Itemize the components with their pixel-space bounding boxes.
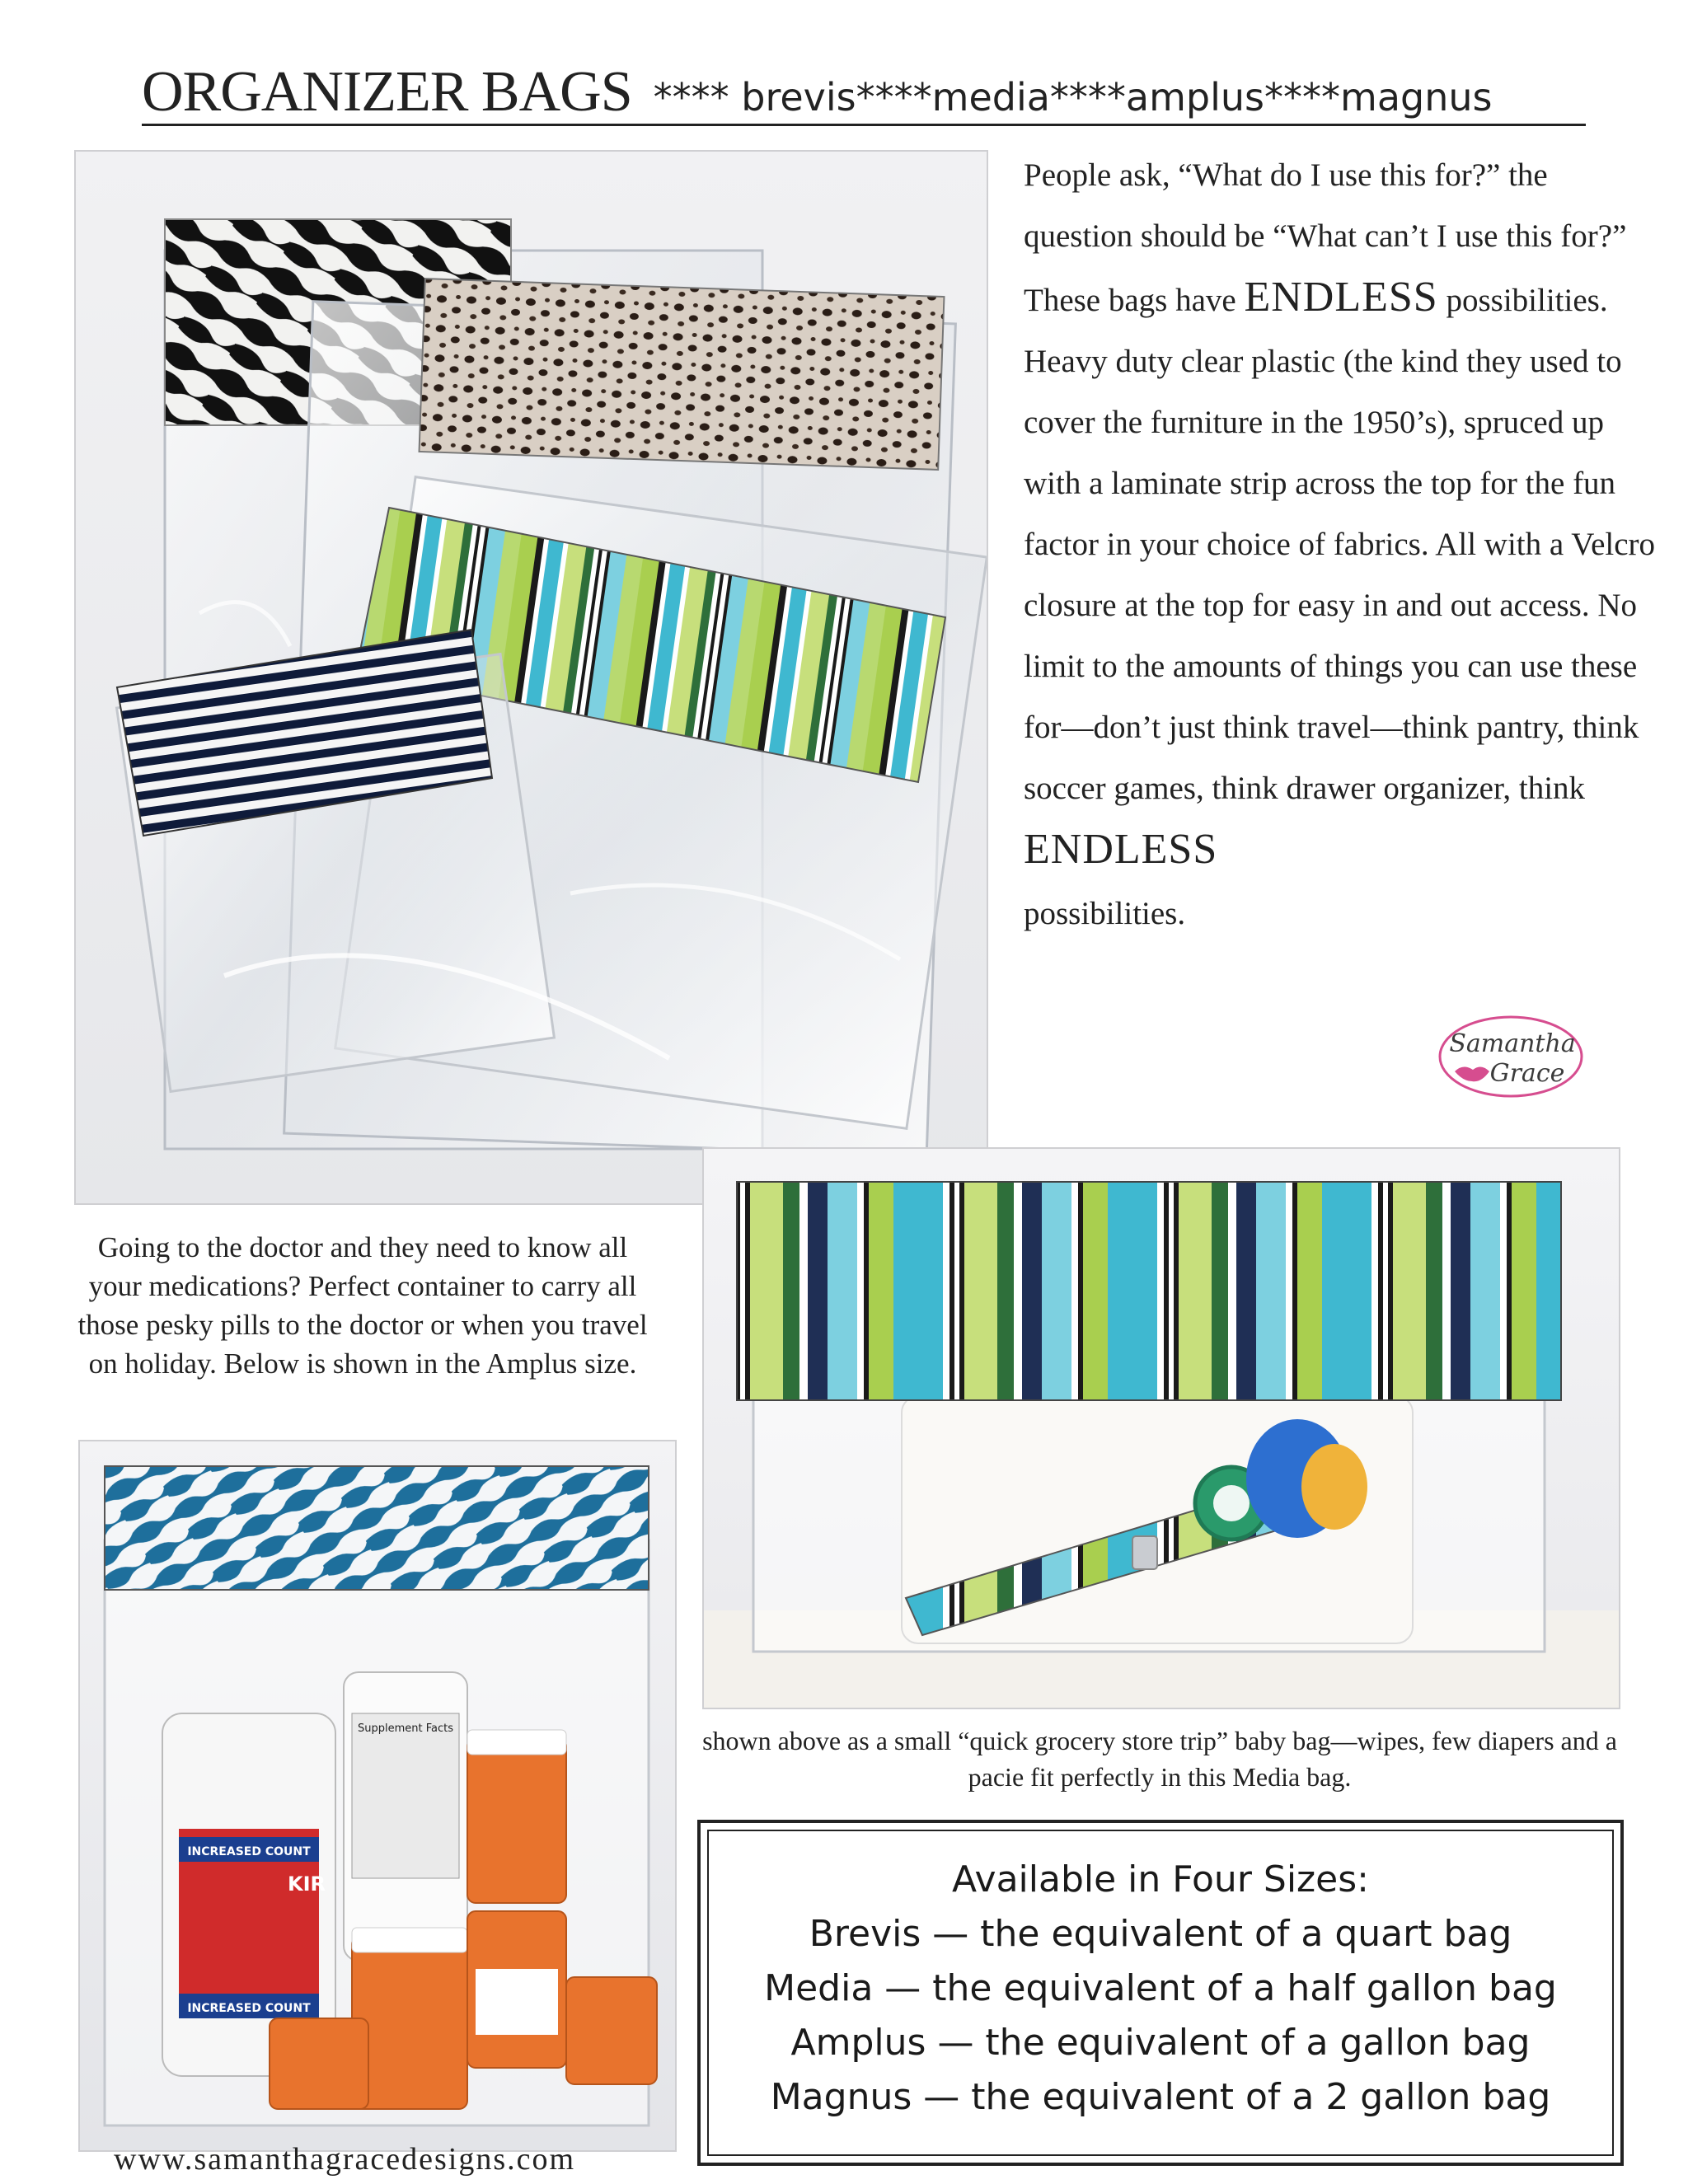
photo-four-bags (74, 150, 988, 1205)
four-bags-illustration (76, 152, 987, 1203)
intro-paragraph (1024, 145, 1658, 944)
page-title (142, 59, 1586, 126)
bottle-label-top: INCREASED COUNT (187, 1845, 311, 1858)
photo-pill-bag (78, 1440, 677, 2152)
svg-text:Samantha: Samantha (1449, 1029, 1576, 1058)
svg-text:Grace: Grace (1489, 1059, 1565, 1088)
bottle-brand: KIR (287, 1872, 326, 1896)
sizes-heading: Available in Four Sizes: (952, 1858, 1369, 1900)
baby-bag-caption: shown above as a small “quick grocery store trip” baby bag—wipes, few diapers and a pacie fit perfectly in this Media bag. (702, 1726, 1617, 1792)
size-brevis: Brevis — the equivalent of a quart bag (809, 1913, 1512, 1955)
photo-baby-bag (702, 1147, 1620, 1709)
supplement-facts-label: Supplement Facts (357, 1722, 454, 1735)
logo-graphic (1430, 1014, 1587, 1103)
title-main: ORGANIZER BAGS (142, 60, 632, 124)
intro-endless-2: ENDLESS (1024, 826, 1218, 873)
bottle-label-bottom: INCREASED COUNT (187, 2002, 311, 2015)
intro-text-3: possibilities. (1024, 896, 1186, 931)
baby-bag-illustration (704, 1149, 1619, 1708)
intro-endless-1: ENDLESS (1244, 274, 1438, 321)
size-magnus: Magnus — the equivalent of a 2 gallon bag (770, 2076, 1551, 2118)
size-amplus: Amplus — the equivalent of a gallon bag (790, 2022, 1531, 2064)
sizes-box (697, 1820, 1624, 2166)
intro-text-2: possibilities. Heavy duty clear plastic (the kind they used to cover the furniture in the 1950’s), spruced up with a laminate strip across the top for the fun factor in your choice of fabrics. All with a Velcro closure at the top for easy in and out access. No limit to the amounts of things you can use these for—don’t just think travel—think pantry, think soccer games, think drawer organizer, think (1024, 283, 1656, 806)
pill-bag-illustration (80, 1441, 675, 2150)
intro-text-1: People ask, “What do I use this for?” the question should be “What can’t I use this for?” These bags have (1024, 157, 1627, 318)
website-url: www.samanthagracedesigns.com (114, 2142, 576, 2177)
samantha-grace-logo (1430, 1014, 1587, 1103)
size-media: Media — the equivalent of a half gallon bag (764, 1967, 1557, 2009)
medications-caption: Going to the doctor and they need to know all your medications? Perfect container to carry all those pesky pills to the doctor or when you travel on holiday. Below is shown in the Amplus size. (77, 1231, 648, 1380)
title-sizes: **** brevis****media****amplus****magnus (653, 75, 1493, 120)
